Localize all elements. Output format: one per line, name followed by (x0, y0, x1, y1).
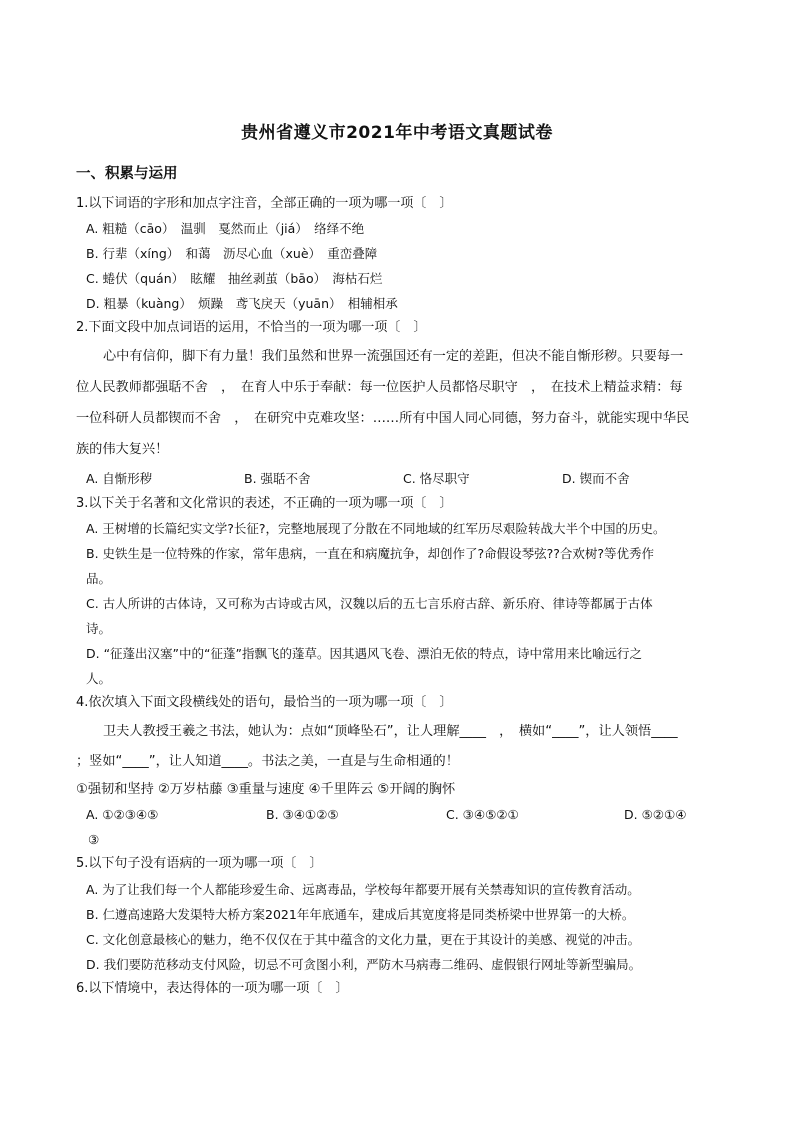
question-2-option-a: A. 自惭形秽 (86, 471, 153, 486)
page-title: 贵州省遵义市2021年中考语文真题试卷 (241, 123, 553, 143)
question-4-option-a: A. ①②③④⑤ (86, 807, 159, 822)
question-5-option-a: A. 为了让我们每一个人都能珍爱生命、远离毒品，学校每年都要开展有关禁毒知识的宣传教育活动。 (86, 882, 640, 897)
question-2-option-c: C. 恪尽职守 (403, 471, 470, 486)
question-1-stem: 1.以下词语的字形和加点字注音，全部正确的一项为哪一项〔 〕 (76, 196, 453, 211)
question-4-option-b: B. ③④①②⑤ (266, 807, 339, 822)
question-5-option-d: D. 我们要防范移动支付风险，切忌不可贪图小利，严防木马病毒二维码、虚假银行网址等新型骗局。 (86, 957, 642, 972)
question-2-stem: 2.下面文段中加点词语的运用，不恰当的一项为哪一项〔 〕 (76, 320, 427, 335)
question-3-option-a: A. 王树增的长篇纪实文学?长征?，完整地展现了分散在不同地域的红军历尽艰险转战大半个中国的历史。 (86, 521, 666, 536)
question-3-option-c-cont: 诗。 (86, 621, 112, 636)
question-5-option-b: B. 仁遵高速路大发渠特大桥方案2021年年底通车，建成后其宽度将是同类桥梁中世界第一的大桥。 (86, 907, 635, 922)
question-4-option-d: D. ⑤②①④ (624, 807, 687, 822)
section-heading: 一、积累与运用 (76, 166, 178, 182)
question-3-option-d: D. “征蓬出汉塞”中的“征蓬”指飘飞的蓬草。因其遇风飞卷、漂泊无依的特点，诗中常用来比喻远行之 (86, 646, 642, 661)
question-1-option-d: D. 粗暴（kuàng） 烦躁 鸢飞戾天（yuān） 相辅相承 (86, 296, 398, 311)
question-2-passage-line: 心中有信仰，脚下有力量！我们虽然和世界一流强国还有一定的差距，但决不能自惭形秽。只要每一 (103, 349, 684, 364)
question-2-passage-line: 位人民教师都强聒不舍 ， 在育人中乐于奉献：每一位医护人员都恪尽职守 ， 在技术上精益求精：每 (76, 380, 683, 395)
question-5-stem: 5.以下句子没有语病的一项为哪一项〔 〕 (76, 856, 323, 871)
question-4-stem: 4.依次填入下面文段横线处的语句，最恰当的一项为哪一项〔 〕 (76, 695, 453, 710)
question-3-stem: 3.以下关于名著和文化常识的表述，不正确的一项为哪一项〔 〕 (76, 496, 453, 511)
question-3-option-b: B. 史铁生是一位特殊的作家，常年患病，一直在和病魔抗争，却创作了?命假设琴弦??合欢树?等优秀作 (86, 546, 655, 561)
question-4-choices: ①强韧和坚持 ②万岁枯藤 ③重量与速度 ④千里阵云 ⑤开阔的胸怀 (76, 782, 456, 797)
question-4-option-c: C. ③④⑤②① (446, 807, 519, 822)
question-5-option-c: C. 文化创意最核心的魅力，绝不仅仅在于其中蕴含的文化力量，更在于其设计的美感、视觉的冲击。 (86, 932, 641, 947)
question-3-option-c: C. 古人所讲的古体诗，又可称为古诗或古风，汉魏以后的五七言乐府古辞、新乐府、律诗等都属于古体 (86, 596, 653, 611)
question-3-option-d-cont: 人。 (86, 671, 112, 686)
question-4-option-d-cont: ③ (88, 832, 100, 847)
question-4-passage-line: 卫夫人教授王羲之书法，她认为：点如“顶峰坠石”，让人理解____ ， 横如“____”，让人领悟____ (103, 724, 678, 739)
question-2-passage-line: 族的伟大复兴！ (76, 442, 169, 457)
question-2-option-d: D. 锲而不舍 (562, 471, 630, 486)
question-2-passage-line: 一位科研人员都锲而不舍 ， 在研究中克难攻坚：……所有中国人同心同德，努力奋斗，就能实现中华民 (76, 411, 690, 426)
question-1-option-c: C. 蜷伏（quán） 眩耀 抽丝剥茧（bāo） 海枯石烂 (86, 271, 383, 286)
question-3-option-b-cont: 品。 (86, 571, 112, 586)
question-6-stem: 6.以下情境中，表达得体的一项为哪一项〔 〕 (76, 981, 349, 996)
question-1-option-b: B. 行辈（xíng） 和蔼 沥尽心血（xuè） 重峦叠障 (86, 246, 378, 261)
question-1-option-a: A. 粗糙（cāo） 温驯 戛然而止（jiá） 络绎不绝 (86, 221, 365, 236)
question-2-option-b: B. 强聒不舍 (244, 471, 311, 486)
question-4-passage-line: ；竖如“____”，让人知道____。书法之美，一直是与生命相通的！ (76, 754, 459, 769)
